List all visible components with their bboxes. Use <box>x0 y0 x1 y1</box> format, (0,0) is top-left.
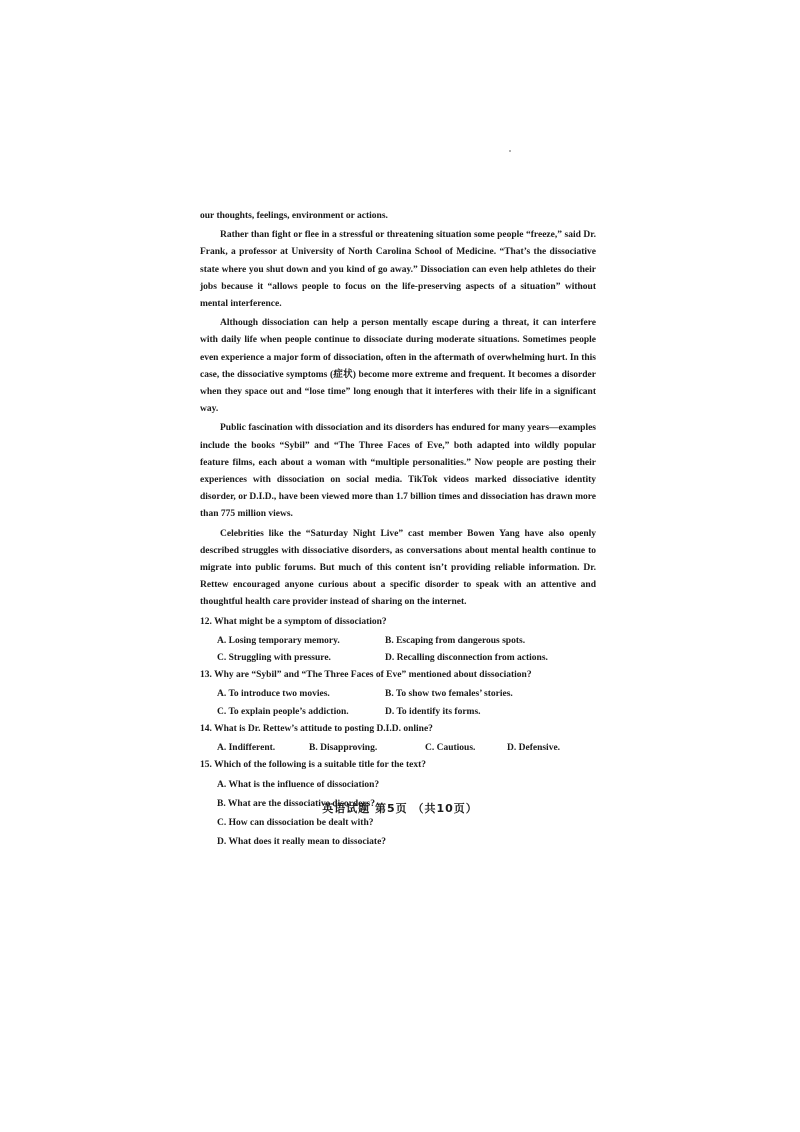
passage-paragraph: Rather than fight or flee in a stressful or threatening situation some people “freeze,” said Dr. Frank, a professor at University of North Carolina School of Medicine. “That’s the dissociative state where you shut down and you kind of go away.” Dissociation can even help athletes do their jobs because it “allows people to focus on the life-preserving aspects of a situation” without mental interference. <box>200 230 596 310</box>
option-b: B. Disapproving. <box>309 743 378 754</box>
question-stem: 12. What might be a symptom of dissociation? <box>200 616 387 627</box>
reading-passage <box>200 208 596 853</box>
question-14 <box>200 721 596 757</box>
option-d: D. To identify its forms. <box>385 706 481 717</box>
option-a: A. What is the influence of dissociation? <box>217 779 380 790</box>
option-c: C. To explain people’s addiction. <box>217 706 349 717</box>
option-d: D. Defensive. <box>507 743 561 754</box>
page-footer: 英语试题 第5页 （共10页） <box>322 802 478 815</box>
question-12 <box>200 614 596 668</box>
option-b: B. Escaping from dangerous spots. <box>385 635 526 646</box>
option-c: C. How can dissociation be dealt with? <box>217 817 374 828</box>
passage-paragraph: Although dissociation can help a person mentally escape during a threat, it can interfere with daily life when people continue to dissociate during moderate situations. Sometimes people even experience a major form of dissociation, often in the aftermath of overwhelming hurt. In this case, the dissociative symptoms (症状) become more extreme and frequent. It becomes a disorder when they space out and “lose time” long enough that it interferes with their life in a significant way. <box>200 318 596 415</box>
options-row <box>200 650 596 667</box>
option-b: B. What are the dissociative disorders? <box>217 798 375 809</box>
option-c: C. Struggling with pressure. <box>217 653 331 664</box>
question-stem: 15. Which of the following is a suitable title for the text? <box>200 760 427 771</box>
option-d: D. Recalling disconnection from actions. <box>385 653 548 664</box>
option-d: D. What does it really mean to dissociate? <box>217 837 387 848</box>
question-stem: 14. What is Dr. Rettew’s attitude to posting D.I.D. online? <box>200 723 433 734</box>
passage-paragraph: Celebrities like the “Saturday Night Live” cast member Bowen Yang have also openly described struggles with dissociative disorders, as conversations about mental health continue to migrate into public forums. But much of this content isn’t providing reliable information. Dr. Rettew encouraged anyone curious about a specific disorder to speak with an attentive and thoughtful health care provider instead of sharing on the internet. <box>200 528 596 608</box>
options-row <box>200 686 596 703</box>
option-c: C. Cautious. <box>425 743 476 754</box>
scan-speck <box>509 150 511 152</box>
question-stem: 13. Why are “Sybil” and “The Three Faces of Eve” mentioned about dissociation? <box>200 670 532 681</box>
options-row <box>200 704 596 721</box>
question-13 <box>200 667 596 721</box>
passage-paragraph: our thoughts, feelings, environment or actions. <box>200 211 388 221</box>
options-row <box>200 633 596 650</box>
option-a: A. Indifferent. <box>217 743 276 754</box>
option-b: B. To show two females’ stories. <box>385 689 513 700</box>
options-row <box>200 740 596 757</box>
option-a: A. Losing temporary memory. <box>217 635 340 646</box>
passage-paragraph: Public fascination with dissociation and its disorders has endured for many years—examples include the books “Sybil” and “The Three Faces of Eve,” both adapted into wildly popular feature films, each about a woman with “multiple personalities.” Now people are posting their experiences with dissociation on social media. TikTok videos marked dissociative identity disorder, or D.I.D., have been viewed more than 1.7 billion times and dissociation has drawn more than 775 million views. <box>200 423 596 520</box>
option-a: A. To introduce two movies. <box>217 689 330 700</box>
